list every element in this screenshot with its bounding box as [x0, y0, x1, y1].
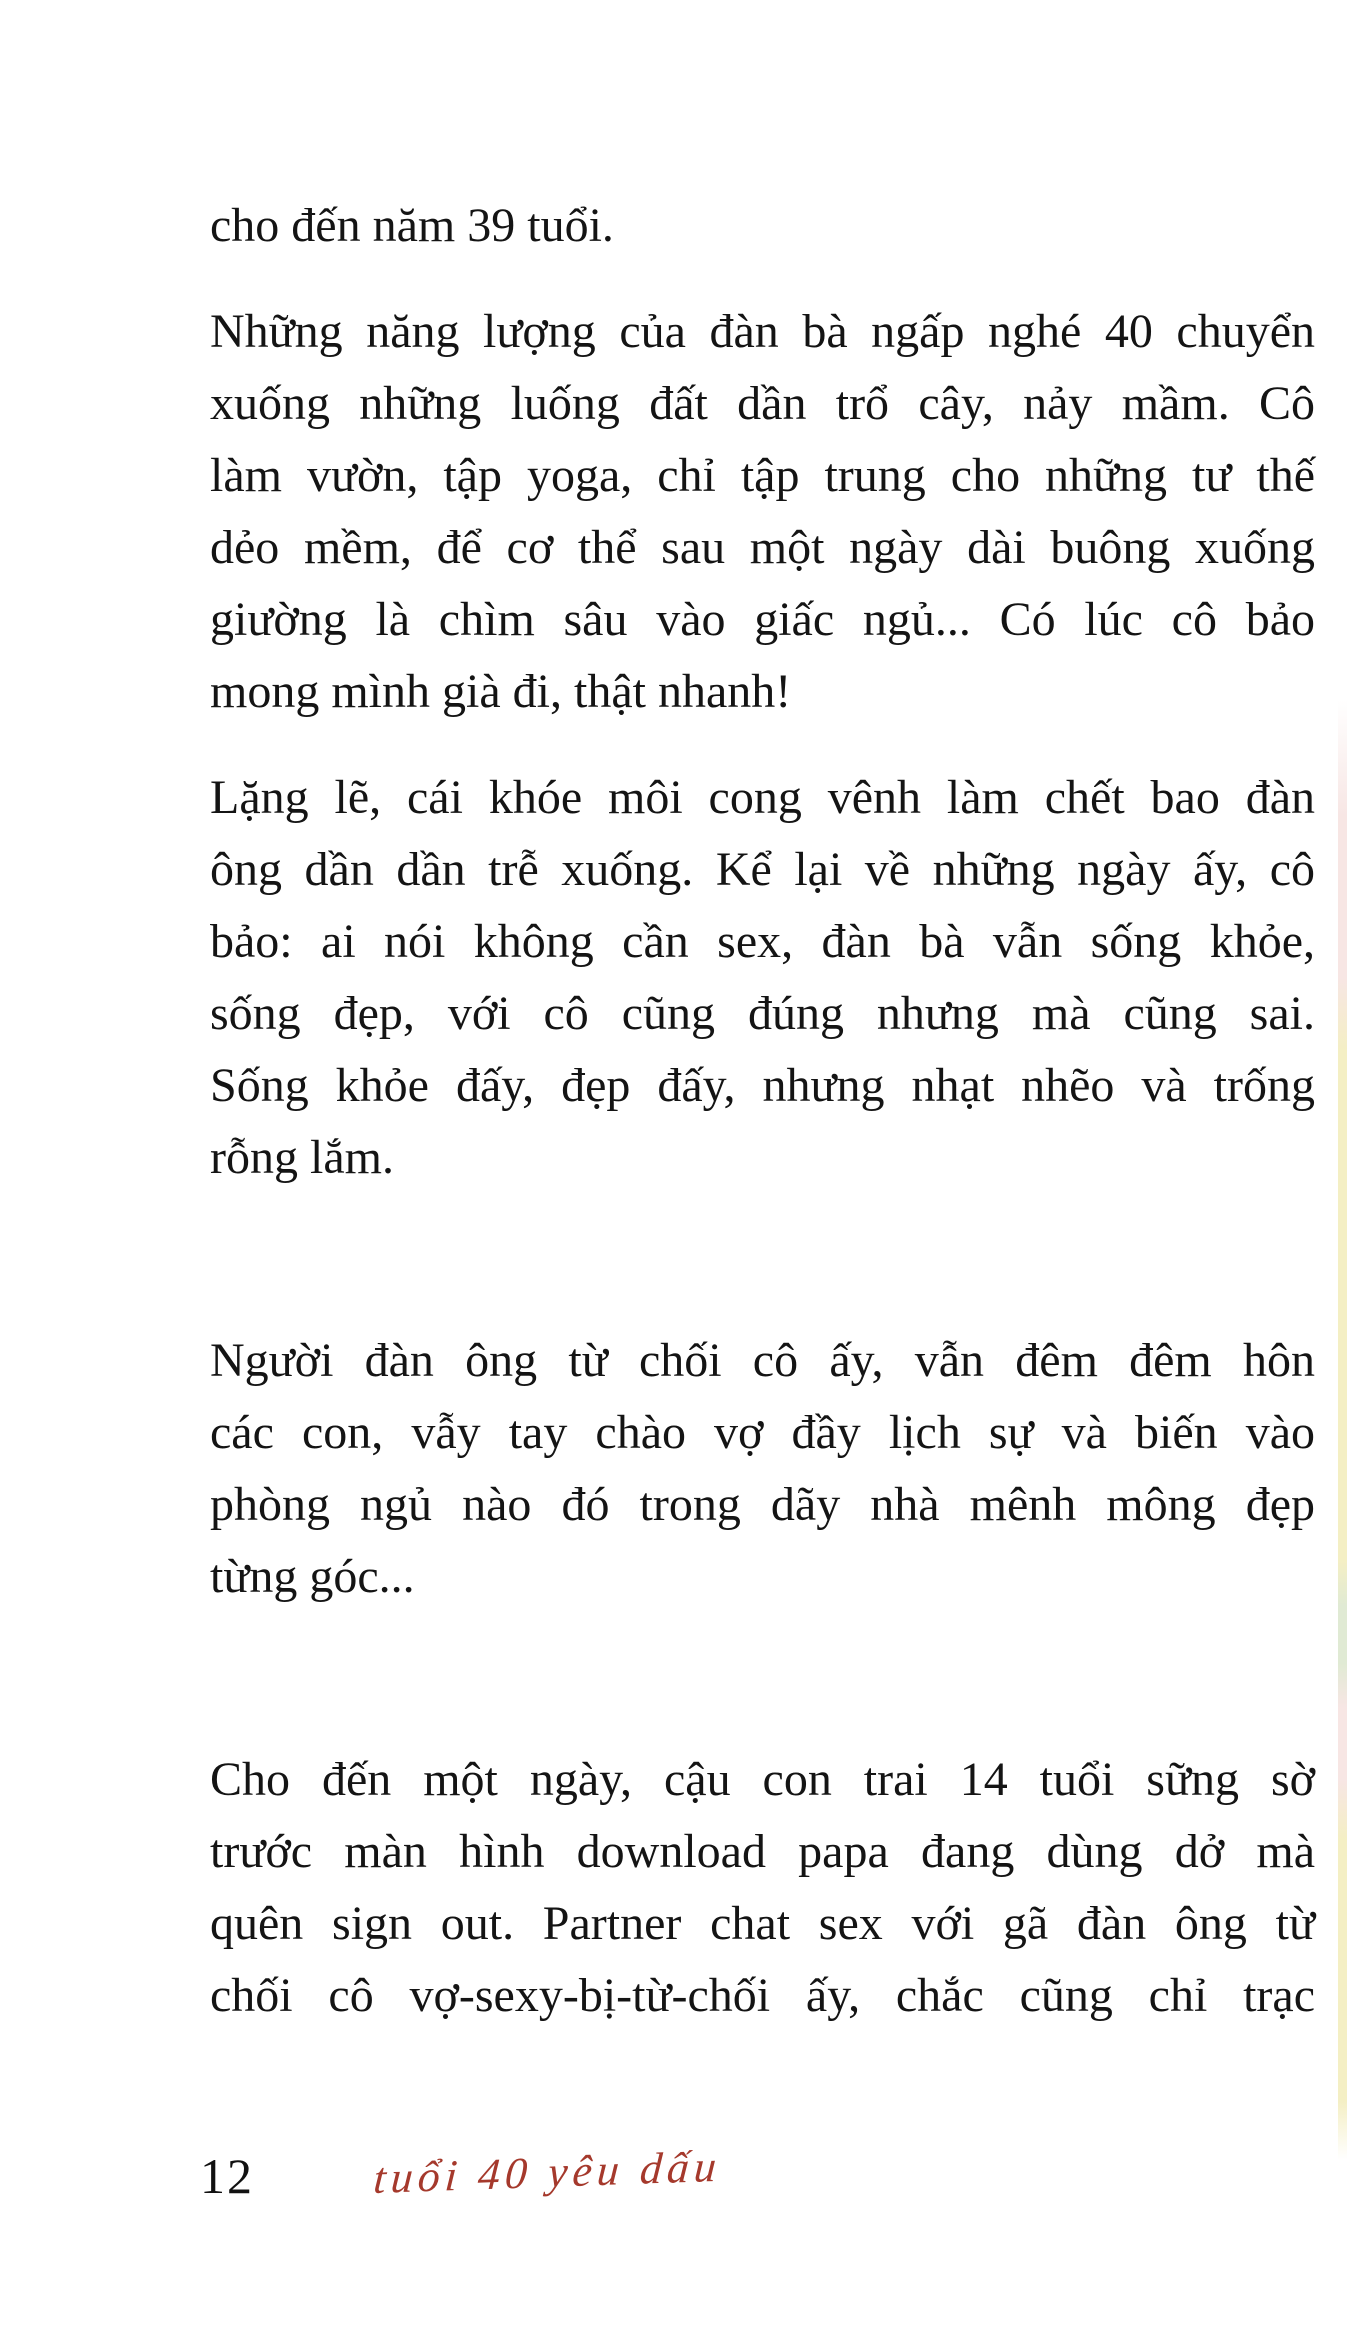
paragraph [210, 1325, 1315, 1613]
text-line: làm vườn, tập yoga, chỉ tập trung cho những tư thế [210, 449, 1315, 502]
paragraph [210, 1744, 1315, 2032]
paragraph [210, 296, 1315, 728]
text-line: Lặng lẽ, cái khóe môi cong vênh làm chết bao đàn [210, 771, 1315, 824]
text-line: ông dần dần trễ xuống. Kể lại về những ngày ấy, cô [210, 843, 1315, 896]
text-line: phòng ngủ nào đó trong dãy nhà mênh mông đẹp [210, 1478, 1315, 1531]
text-line: xuống những luống đất dần trổ cây, nảy mầm. Cô [210, 377, 1315, 430]
page-number: 12 [200, 2148, 254, 2204]
running-title-script: tuổi 40 yêu dấu [372, 2141, 723, 2203]
text-line: từng góc... [210, 1550, 415, 1603]
text-line: Sống khỏe đấy, đẹp đấy, nhưng nhạt nhẽo và trống [210, 1059, 1315, 1112]
text-line: sống đẹp, với cô cũng đúng nhưng mà cũng sai. [210, 987, 1315, 1040]
text-line: dẻo mềm, để cơ thể sau một ngày dài buông xuống [210, 521, 1315, 574]
text-line: chối cô vợ-sexy-bị-từ-chối ấy, chắc cũng chỉ trạc [210, 1969, 1315, 2022]
paragraph [210, 762, 1315, 1194]
page-edge-scan-artifact [1338, 700, 1347, 2160]
text-line: Cho đến một ngày, cậu con trai 14 tuổi sững sờ [210, 1753, 1315, 1806]
paragraph [210, 190, 1315, 262]
text-block [210, 190, 1315, 2032]
text-line: Những năng lượng của đàn bà ngấp nghé 40 chuyển [210, 305, 1315, 358]
text-line: giường là chìm sâu vào giấc ngủ... Có lúc cô bảo [210, 593, 1315, 646]
text-line: cho đến năm 39 tuổi. [210, 199, 614, 252]
text-line: rỗng lắm. [210, 1131, 394, 1184]
text-line: trước màn hình download papa đang dùng dở mà [210, 1825, 1315, 1878]
page-footer [200, 2140, 1100, 2230]
text-line: quên sign out. Partner chat sex với gã đàn ông từ [210, 1897, 1315, 1950]
text-line: bảo: ai nói không cần sex, đàn bà vẫn sống khỏe, [210, 915, 1315, 968]
text-line: mong mình già đi, thật nhanh! [210, 665, 792, 718]
text-line: các con, vẫy tay chào vợ đầy lịch sự và biến vào [210, 1406, 1315, 1459]
text-line: Người đàn ông từ chối cô ấy, vẫn đêm đêm hôn [210, 1334, 1315, 1387]
